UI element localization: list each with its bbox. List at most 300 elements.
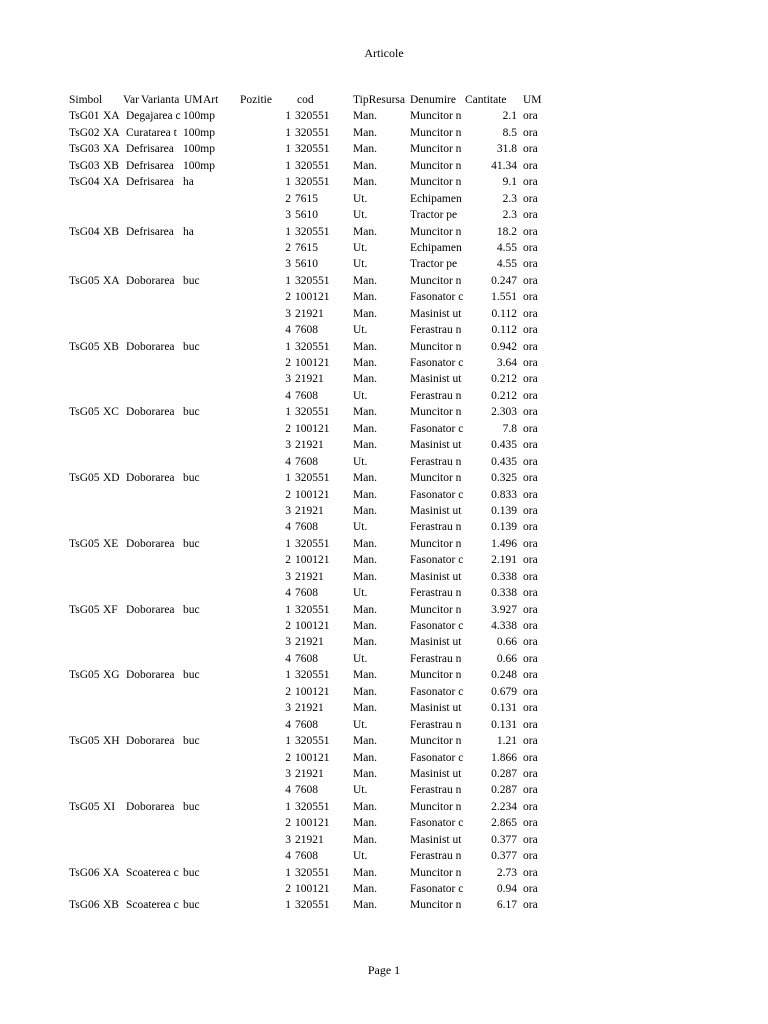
cell-cantitate: 7.8 <box>502 422 517 435</box>
table-row <box>69 585 569 601</box>
cell-simbol: TsG03 <box>69 159 100 172</box>
cell-um-resursa: ora <box>523 702 538 715</box>
cell-pozitie: 3 <box>285 504 291 517</box>
table-row <box>69 552 569 568</box>
cell-cantitate: 0.942 <box>491 340 517 353</box>
cell-tip-resursa: Man. <box>353 340 377 353</box>
table-row <box>69 536 569 552</box>
cell-tip-resursa: Man. <box>353 274 377 287</box>
cell-pozitie: 4 <box>285 652 291 665</box>
cell-um-resursa: ora <box>523 652 538 665</box>
cell-cantitate: 0.338 <box>491 587 517 600</box>
cell-cantitate: 3.927 <box>491 603 517 616</box>
cell-denumire: Masinist ut <box>410 767 462 780</box>
cell-um: ha <box>183 176 194 189</box>
cell-um-resursa: ora <box>523 537 538 550</box>
cell-pozitie: 3 <box>285 767 291 780</box>
cell-cod: 100121 <box>295 291 330 304</box>
cell-um: buc <box>183 735 200 748</box>
table-row <box>69 651 569 667</box>
cell-cantitate: 4.338 <box>491 620 517 632</box>
header-tip-resursa: TipResursa <box>353 94 405 106</box>
cell-cantitate: 2.3 <box>502 192 517 205</box>
cell-var: XA <box>103 274 120 287</box>
cell-pozitie: 1 <box>285 225 291 238</box>
cell-tip-resursa: Ut. <box>353 587 368 600</box>
cell-pozitie: 4 <box>285 784 291 797</box>
cell-um-resursa: ora <box>523 850 538 863</box>
cell-tip-resursa: Ut. <box>353 258 368 271</box>
cell-tip-resursa: Man. <box>353 472 377 485</box>
cell-cod: 320551 <box>295 176 330 189</box>
cell-denumire: Ferastrau n <box>410 718 462 731</box>
cell-cod: 320551 <box>295 800 330 813</box>
cell-var: XA <box>103 126 120 139</box>
cell-pozitie: 1 <box>285 126 291 139</box>
cell-simbol: TsG05 <box>69 603 100 616</box>
cell-um-resursa: ora <box>523 587 538 600</box>
cell-tip-resursa: Man. <box>353 439 377 452</box>
cell-cod: 100121 <box>295 488 330 501</box>
cell-pozitie: 3 <box>285 307 291 320</box>
cell-pozitie: 2 <box>285 817 291 830</box>
cell-tip-resursa: Man. <box>353 685 377 698</box>
cell-pozitie: 3 <box>285 439 291 452</box>
cell-um: buc <box>183 537 200 550</box>
table-row <box>69 667 569 683</box>
cell-tip-resursa: Man. <box>353 307 377 320</box>
cell-pozitie: 2 <box>285 241 291 254</box>
page-number: Page 1 <box>367 963 401 977</box>
cell-pozitie: 2 <box>285 291 291 304</box>
cell-um-resursa: ora <box>523 488 538 501</box>
cell-um-resursa: ora <box>523 209 538 222</box>
cell-cod: 320551 <box>295 735 330 748</box>
cell-cantitate: 1.21 <box>496 735 517 748</box>
cell-cantitate: 0.377 <box>491 850 517 863</box>
cell-um-resursa: ora <box>523 176 538 189</box>
cell-um-resursa: ora <box>523 143 538 156</box>
cell-pozitie: 1 <box>285 110 291 123</box>
cell-pozitie: 3 <box>285 702 291 715</box>
cell-denumire: Fasonator c <box>410 291 464 304</box>
cell-pozitie: 4 <box>285 324 291 337</box>
cell-cod: 100121 <box>295 751 330 764</box>
cell-um: buc <box>183 669 200 682</box>
cell-um-resursa: ora <box>523 800 538 813</box>
cell-tip-resursa: Man. <box>353 159 377 172</box>
cell-tip-resursa: Man. <box>353 866 377 879</box>
cell-var: XB <box>103 899 119 912</box>
cell-um-resursa: ora <box>523 817 538 830</box>
table-row <box>69 289 569 305</box>
cell-tip-resursa: Man. <box>353 767 377 780</box>
cell-tip-resursa: Ut. <box>353 718 368 731</box>
cell-denumire: Ferastrau n <box>410 784 462 797</box>
cell-cantitate: 1.496 <box>491 537 517 550</box>
table-row <box>69 125 569 141</box>
table-row <box>69 141 569 157</box>
cell-varianta: Doborarea <box>126 340 175 353</box>
cell-cod: 100121 <box>295 554 330 567</box>
table-row <box>69 224 569 240</box>
cell-um-resursa: ora <box>523 504 538 517</box>
cell-pozitie: 1 <box>285 800 291 813</box>
cell-um: buc <box>183 603 200 616</box>
table-row <box>69 684 569 700</box>
cell-cantitate: 0.338 <box>491 570 517 583</box>
cell-cantitate: 18.2 <box>496 225 517 238</box>
cell-denumire: Echipamen <box>410 241 462 254</box>
cell-pozitie: 1 <box>285 537 291 550</box>
cell-tip-resursa: Man. <box>353 537 377 550</box>
header-cantitate: Cantitate <box>465 94 507 106</box>
cell-simbol: TsG05 <box>69 537 100 550</box>
cell-tip-resursa: Man. <box>353 800 377 813</box>
cell-tip-resursa: Man. <box>353 833 377 846</box>
cell-tip-resursa: Man. <box>353 554 377 567</box>
cell-cantitate: 2.303 <box>491 406 517 419</box>
cell-varianta: Doborarea <box>126 800 175 813</box>
cell-cod: 7608 <box>295 784 318 797</box>
cell-tip-resursa: Man. <box>353 603 377 616</box>
table-row <box>69 306 569 322</box>
cell-pozitie: 1 <box>285 143 291 156</box>
cell-pozitie: 3 <box>285 636 291 649</box>
table-row <box>69 191 569 207</box>
cell-um-resursa: ora <box>523 241 538 254</box>
cell-denumire: Fasonator c <box>410 422 464 435</box>
table-row <box>69 766 569 782</box>
cell-cantitate: 3.64 <box>496 357 517 369</box>
cell-denumire: Tractor pe <box>410 209 458 222</box>
cell-pozitie: 1 <box>285 735 291 748</box>
cell-um: ha <box>183 225 194 238</box>
cell-cantitate: 2.1 <box>502 110 517 123</box>
cell-varianta: Doborarea <box>126 406 175 419</box>
cell-varianta: Degajarea c <box>126 110 181 123</box>
cell-tip-resursa: Man. <box>353 176 377 189</box>
cell-denumire: Muncitor n <box>410 225 462 238</box>
cell-cantitate: 0.435 <box>491 455 517 468</box>
cell-var: XD <box>103 472 120 485</box>
cell-denumire: Muncitor n <box>410 110 462 123</box>
cell-simbol: TsG06 <box>69 899 100 912</box>
cell-tip-resursa: Ut. <box>353 652 368 665</box>
cell-simbol: TsG05 <box>69 669 100 682</box>
cell-cantitate: 9.1 <box>502 176 517 189</box>
cell-cod: 100121 <box>295 685 330 698</box>
cell-tip-resursa: Ut. <box>353 455 368 468</box>
table-row <box>69 174 569 190</box>
cell-varianta: Defrisarea <box>126 225 174 238</box>
cell-pozitie: 4 <box>285 718 291 731</box>
table-row <box>69 881 569 897</box>
header-um-resursa: UM <box>523 94 542 106</box>
cell-cantitate: 2.865 <box>491 817 517 830</box>
cell-um-resursa: ora <box>523 603 538 616</box>
cell-pozitie: 2 <box>285 192 291 205</box>
cell-cod: 7608 <box>295 587 318 600</box>
cell-cantitate: 0.679 <box>491 685 517 698</box>
cell-denumire: Masinist ut <box>410 636 462 649</box>
cell-um-resursa: ora <box>523 767 538 780</box>
cell-denumire: Ferastrau n <box>410 652 462 665</box>
cell-denumire: Muncitor n <box>410 406 462 419</box>
cell-um-resursa: ora <box>523 422 538 435</box>
cell-cod: 320551 <box>295 472 330 485</box>
cell-varianta: Defrisarea <box>126 176 174 189</box>
cell-um-resursa: ora <box>523 274 538 287</box>
cell-um-resursa: ora <box>523 784 538 797</box>
cell-simbol: TsG04 <box>69 225 100 238</box>
table-body <box>69 108 569 913</box>
cell-cod: 100121 <box>295 422 330 435</box>
cell-cantitate: 1.866 <box>491 751 517 764</box>
table-row <box>69 322 569 338</box>
cell-simbol: TsG03 <box>69 143 100 156</box>
table-row <box>69 454 569 470</box>
table-row <box>69 355 569 371</box>
cell-pozitie: 1 <box>285 340 291 353</box>
cell-um: 100mp <box>183 110 215 123</box>
cell-um-resursa: ora <box>523 866 538 879</box>
cell-um-resursa: ora <box>523 110 538 123</box>
cell-cod: 7615 <box>295 192 318 205</box>
cell-var: XC <box>103 406 119 419</box>
cell-varianta: Doborarea <box>126 603 175 616</box>
table-row <box>69 339 569 355</box>
cell-pozitie: 2 <box>285 685 291 698</box>
cell-denumire: Ferastrau n <box>410 850 462 863</box>
cell-pozitie: 4 <box>285 850 291 863</box>
cell-denumire: Masinist ut <box>410 439 462 452</box>
cell-cantitate: 0.287 <box>491 784 517 797</box>
table-row <box>69 848 569 864</box>
cell-denumire: Fasonator c <box>410 685 464 698</box>
cell-denumire: Masinist ut <box>410 504 462 517</box>
cell-pozitie: 3 <box>285 373 291 386</box>
table-row <box>69 421 569 437</box>
cell-cod: 100121 <box>295 620 330 632</box>
cell-um: 100mp <box>183 126 215 139</box>
cell-cantitate: 2.234 <box>491 800 517 813</box>
cell-tip-resursa: Man. <box>353 883 377 895</box>
cell-cod: 5610 <box>295 209 318 222</box>
cell-simbol: TsG01 <box>69 110 100 123</box>
cell-denumire: Tractor pe <box>410 258 458 271</box>
cell-tip-resursa: Man. <box>353 504 377 517</box>
cell-cantitate: 0.66 <box>496 636 517 649</box>
cell-um-resursa: ora <box>523 899 538 912</box>
cell-tip-resursa: Man. <box>353 225 377 238</box>
header-pozitie: Pozitie <box>240 94 272 106</box>
header-art: Art <box>203 94 219 106</box>
cell-varianta: Doborarea <box>126 735 175 748</box>
table-row <box>69 470 569 486</box>
cell-denumire: Muncitor n <box>410 159 462 172</box>
cell-cantitate: 2.3 <box>502 209 517 222</box>
cell-cod: 7608 <box>295 652 318 665</box>
table-row <box>69 733 569 749</box>
cell-tip-resursa: Man. <box>353 422 377 435</box>
table-row <box>69 519 569 535</box>
cell-pozitie: 4 <box>285 455 291 468</box>
cell-tip-resursa: Man. <box>353 751 377 764</box>
header-cod: cod <box>297 94 314 106</box>
cell-um-resursa: ora <box>523 833 538 846</box>
cell-pozitie: 4 <box>285 587 291 600</box>
header-varianta: Varianta <box>141 94 180 106</box>
cell-cod: 320551 <box>295 340 330 353</box>
cell-um-resursa: ora <box>523 291 538 304</box>
cell-cod: 320551 <box>295 603 330 616</box>
cell-cantitate: 0.325 <box>491 472 517 485</box>
cell-um-resursa: ora <box>523 357 538 369</box>
cell-tip-resursa: Man. <box>353 636 377 649</box>
cell-cod: 7615 <box>295 241 318 254</box>
cell-um-resursa: ora <box>523 159 538 172</box>
table-row <box>69 618 569 634</box>
cell-pozitie: 4 <box>285 389 291 402</box>
cell-pozitie: 1 <box>285 899 291 912</box>
cell-denumire: Muncitor n <box>410 669 462 682</box>
cell-pozitie: 2 <box>285 422 291 435</box>
cell-tip-resursa: Man. <box>353 817 377 830</box>
cell-denumire: Fasonator c <box>410 554 464 567</box>
cell-tip-resursa: Ut. <box>353 209 368 222</box>
cell-denumire: Muncitor n <box>410 866 462 879</box>
table-row <box>69 256 569 272</box>
cell-simbol: TsG06 <box>69 866 100 879</box>
cell-um-resursa: ora <box>523 636 538 649</box>
cell-cod: 100121 <box>295 817 330 830</box>
cell-cantitate: 0.139 <box>491 504 517 517</box>
cell-cod: 320551 <box>295 866 330 879</box>
cell-um-resursa: ora <box>523 225 538 238</box>
cell-denumire: Masinist ut <box>410 307 462 320</box>
cell-denumire: Masinist ut <box>410 702 462 715</box>
table-row <box>69 437 569 453</box>
cell-denumire: Ferastrau n <box>410 455 462 468</box>
cell-var: XA <box>103 110 120 123</box>
table-row <box>69 487 569 503</box>
cell-cantitate: 0.94 <box>496 883 517 895</box>
cell-cod: 7608 <box>295 521 318 534</box>
cell-denumire: Muncitor n <box>410 899 462 912</box>
cell-denumire: Fasonator c <box>410 488 464 501</box>
cell-tip-resursa: Man. <box>353 899 377 912</box>
cell-var: XB <box>103 159 119 172</box>
cell-denumire: Muncitor n <box>410 176 462 189</box>
cell-tip-resursa: Ut. <box>353 389 368 402</box>
cell-varianta: Doborarea <box>126 669 175 682</box>
table-row <box>69 108 569 124</box>
table-row <box>69 158 569 174</box>
cell-um: buc <box>183 472 200 485</box>
table-header-row <box>69 92 569 108</box>
cell-cod: 100121 <box>295 883 330 895</box>
cell-tip-resursa: Man. <box>353 488 377 501</box>
cell-varianta: Defrisarea <box>126 159 174 172</box>
cell-um-resursa: ora <box>523 192 538 205</box>
cell-pozitie: 3 <box>285 209 291 222</box>
cell-denumire: Echipamen <box>410 192 462 205</box>
cell-pozitie: 2 <box>285 554 291 567</box>
cell-varianta: Scoaterea c <box>126 866 179 879</box>
cell-cod: 7608 <box>295 850 318 863</box>
cell-cantitate: 31.8 <box>496 143 517 156</box>
cell-pozitie: 2 <box>285 488 291 501</box>
cell-denumire: Muncitor n <box>410 735 462 748</box>
cell-um-resursa: ora <box>523 439 538 452</box>
cell-um-resursa: ora <box>523 669 538 682</box>
cell-um-resursa: ora <box>523 389 538 402</box>
articles-table <box>69 92 569 914</box>
cell-cod: 320551 <box>295 126 330 139</box>
cell-cod: 320551 <box>295 274 330 287</box>
cell-cod: 21921 <box>295 373 324 386</box>
cell-simbol: TsG05 <box>69 735 100 748</box>
cell-simbol: TsG02 <box>69 126 100 139</box>
cell-var: XF <box>103 603 118 616</box>
cell-cod: 21921 <box>295 307 324 320</box>
table-row <box>69 832 569 848</box>
cell-denumire: Masinist ut <box>410 833 462 846</box>
table-row <box>69 865 569 881</box>
header-var: Var <box>123 94 139 106</box>
cell-cantitate: 4.55 <box>496 258 517 271</box>
cell-simbol: TsG04 <box>69 176 100 189</box>
cell-tip-resursa: Man. <box>353 669 377 682</box>
cell-simbol: TsG05 <box>69 472 100 485</box>
table-row <box>69 750 569 766</box>
cell-denumire: Muncitor n <box>410 537 462 550</box>
header-um: UM <box>184 94 203 106</box>
cell-cod: 5610 <box>295 258 318 271</box>
cell-um: buc <box>183 340 200 353</box>
cell-denumire: Muncitor n <box>410 340 462 353</box>
cell-pozitie: 2 <box>285 357 291 369</box>
cell-tip-resursa: Ut. <box>353 192 368 205</box>
cell-um: buc <box>183 899 200 912</box>
cell-tip-resursa: Man. <box>353 110 377 123</box>
cell-denumire: Fasonator c <box>410 817 464 830</box>
cell-cantitate: 0.66 <box>496 652 517 665</box>
cell-denumire: Ferastrau n <box>410 521 462 534</box>
cell-cod: 320551 <box>295 406 330 419</box>
cell-varianta: Scoaterea c <box>126 899 179 912</box>
cell-cantitate: 4.55 <box>496 241 517 254</box>
table-row <box>69 273 569 289</box>
cell-var: XB <box>103 225 119 238</box>
cell-simbol: TsG05 <box>69 800 100 813</box>
cell-tip-resursa: Ut. <box>353 521 368 534</box>
cell-um-resursa: ora <box>523 472 538 485</box>
cell-denumire: Muncitor n <box>410 472 462 485</box>
cell-cod: 7608 <box>295 718 318 731</box>
cell-simbol: TsG05 <box>69 406 100 419</box>
cell-var: XH <box>103 735 120 748</box>
cell-var: XG <box>103 669 120 682</box>
cell-pozitie: 2 <box>285 883 291 895</box>
cell-cod: 21921 <box>295 833 324 846</box>
cell-um-resursa: ora <box>523 883 538 895</box>
cell-cod: 21921 <box>295 767 324 780</box>
cell-cod: 7608 <box>295 389 318 402</box>
cell-pozitie: 4 <box>285 521 291 534</box>
cell-denumire: Muncitor n <box>410 274 462 287</box>
